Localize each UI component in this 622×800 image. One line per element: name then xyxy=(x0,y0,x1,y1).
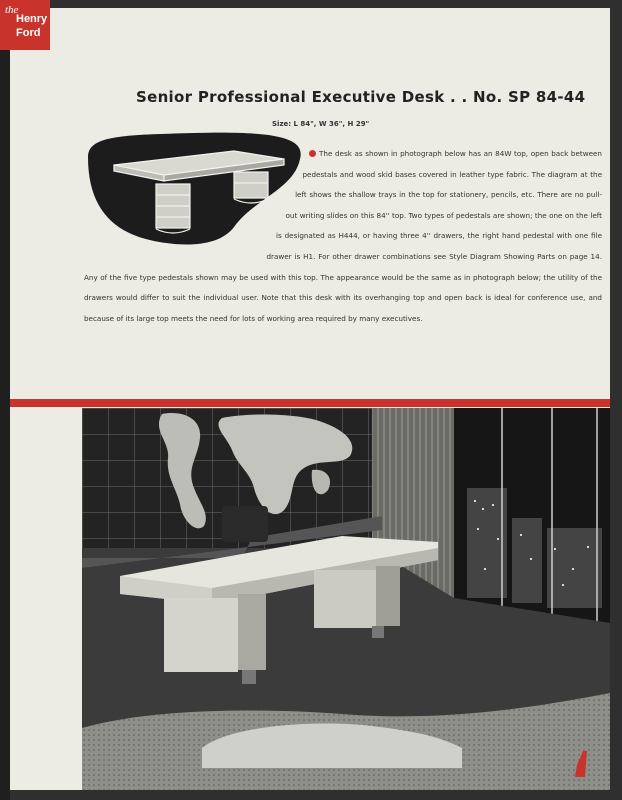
red-bullet-icon xyxy=(309,150,316,157)
page-number-marker xyxy=(575,751,587,777)
logo-text-the: the xyxy=(5,4,19,16)
red-divider-band xyxy=(10,399,610,407)
diagram-wrap-space xyxy=(84,144,309,262)
logo-text-henry: Henry xyxy=(16,13,48,25)
desk-size: Size: L 84", W 36", H 29" xyxy=(272,120,370,128)
catalog-page xyxy=(10,8,610,790)
logo-text-ford: Ford xyxy=(16,27,41,39)
page-title: Senior Professional Executive Desk . . No. SP 84-44 xyxy=(136,88,586,106)
henry-ford-logo xyxy=(0,0,50,50)
description-paragraph: The desk as shown in photograph below has an 84W top, open back between pedestals and wood skid bases covered in leather type fabric. The diagram at the left shows the shallow trays in the top for stationery, pencils, etc. There are no pull-out writing slides on this 84'' top. Two types of pedestals are shown; the one on the left is designated as H444, or having three 4'' drawers, the right hand pedestal with one file drawer is H1. For other drawer combinations see Style Diagram Showing Parts on page 14. Any of the five type pedestals shown may be used with this top. The appearance would be the same as in photograph below; the utility of the drawers would differ to suit the individual user. Note that this desk with its overhanging top and open back is ideal for conference use, and because of its large top meets the need for lots of working area required by many executives. xyxy=(84,149,602,323)
office-photograph xyxy=(82,408,610,790)
description-text xyxy=(84,144,602,329)
book-spine xyxy=(0,0,10,800)
